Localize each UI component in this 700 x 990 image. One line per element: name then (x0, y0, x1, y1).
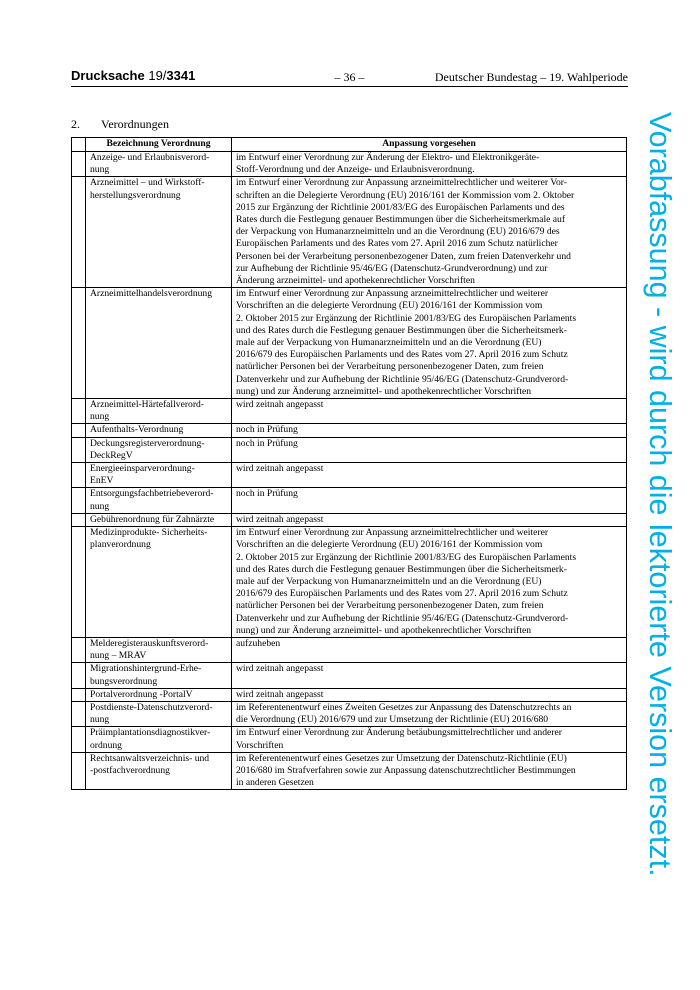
table-row (72, 513, 627, 526)
adjustment-text: im Entwurf einer Verordnung zur Anpassung arzneimittelrechtlicher und weiterer Vorschriften an die delegierte Verordnung (EU) 2016/161 der Kommission vom 2. Oktober 2015 zur Ergänzung der Richtlinie 2001/83/EG des Europäischen Parlaments und des Rates durch die Festlegung genauer Bestimmungen über die Sicherheitsmerk- male auf der Verpackung von Humanarzneimitteln und an die Verordnung (EU) 2016/679 des Europäischen Parlaments und des Rates vom 27. April 2016 zum Schutz natürlicher Personen bei der Verarbeitung personenbezogener Daten, zum freien Datenverkehr und zur Aufhebung der Richtlinie 95/46/EG (Datenschutz-Grundverord- nung) und zur Änderung arzneimittel- und apothekenrechtlicher Vorschriften (232, 288, 627, 399)
row-empty-cell (72, 152, 86, 177)
row-empty-cell (72, 637, 86, 662)
table-row (72, 527, 627, 638)
table-row (72, 152, 627, 177)
table-row (72, 752, 627, 790)
table-row (72, 663, 627, 688)
table-row (72, 637, 627, 662)
row-empty-cell (72, 424, 86, 437)
regulation-name: Gebührenordnung für Zahnärzte (86, 513, 232, 526)
adjustment-text: wird zeitnah angepasst (232, 463, 627, 488)
watermark (638, 112, 682, 902)
adjustment-text: aufzuheben (232, 637, 627, 662)
row-empty-cell (72, 288, 86, 399)
regulation-name: Portalverordnung -PortalV (86, 688, 232, 701)
row-empty-cell (72, 399, 86, 424)
page-header (71, 70, 628, 87)
document-number-value: 3341 (166, 68, 196, 83)
table-row (72, 288, 627, 399)
row-empty-cell (72, 177, 86, 288)
regulation-name: Präimplantationsdiagnostikver- ordnung (86, 727, 232, 752)
adjustment-text: wird zeitnah angepasst (232, 663, 627, 688)
row-empty-cell (72, 727, 86, 752)
adjustment-text: noch in Prüfung (232, 424, 627, 437)
row-empty-cell (72, 752, 86, 790)
adjustment-text: noch in Prüfung (232, 488, 627, 513)
row-empty-cell (72, 463, 86, 488)
section-number: 2. (71, 117, 80, 131)
section-heading (71, 117, 169, 132)
regulations-table (71, 137, 627, 790)
regulation-name: Arzneimittelhandelsverordnung (86, 288, 232, 399)
adjustment-text: im Entwurf einer Verordnung zur Anpassung arzneimittelrechtlicher und weiterer Vorschriften an die delegierte Verordnung (EU) 2016/161 der Kommission vom 2. Oktober 2015 zur Ergänzung der Richtlinie 2001/83/EG des Europäischen Parlaments und des Rates durch die Festlegung genauer Bestimmungen über die Sicherheitsmerk- male auf der Verpackung von Humanarzneimitteln und an die Verordnung (EU) 2016/679 des Europäischen Parlaments und des Rates vom 27. April 2016 zum Schutz natürlicher Personen bei der Verarbeitung personenbezogener Daten, zum freien Datenverkehr und zur Aufhebung der Richtlinie 95/46/EG (Datenschutz-Grundverord- nung) und zur Änderung arzneimittel- und apothekenrechtlicher Vorschriften (232, 527, 627, 638)
regulation-name: Medizinprodukte- Sicherheits- planverordnung (86, 527, 232, 638)
table-row (72, 463, 627, 488)
regulation-name: Aufenthalts-Verordnung (86, 424, 232, 437)
row-empty-cell (72, 437, 86, 462)
table-header-row (72, 138, 627, 152)
table-row (72, 688, 627, 701)
row-empty-cell (72, 513, 86, 526)
row-empty-cell (72, 663, 86, 688)
adjustment-text: im Referentenentwurf eines Zweiten Gesetzes zur Anpassung des Datenschutzrechts an die Verordnung (EU) 2016/679 und zur Umsetzung der Richtlinie (EU) 2016/680 (232, 701, 627, 726)
adjustment-text: im Entwurf einer Verordnung zur Änderung betäubungsmittelrechtlicher und anderer Vorschriften (232, 727, 627, 752)
regulation-name: Melderegisterauskunftsverord- nung – MRAV (86, 637, 232, 662)
table-row (72, 727, 627, 752)
document-type: Drucksache (71, 68, 145, 83)
adjustment-text: noch in Prüfung (232, 437, 627, 462)
row-empty-cell (72, 527, 86, 638)
regulation-name: Arzneimittel-Härtefallverord- nung (86, 399, 232, 424)
header-regulation: Bezeichnung Verordnung (86, 138, 232, 152)
table-row (72, 701, 627, 726)
adjustment-text: im Entwurf einer Verordnung zur Anpassung arzneimittelrechtlicher und weiterer Vor- schriften an die Delegierte Verordnung (EU) 2016/161 der Kommission vom 2. Oktober 2015 zur Ergänzung der Richtlinie 2001/83/EG des Europäischen Parlaments und des Rates durch die Festlegung genauer Bestimmungen über die Sicherheitsmerkmale auf der Verpackung von Humanarzneimitteln und an die Verordnung (EU) 2016/679 des Europäischen Parlaments und des Rates vom 27. April 2016 zum Schutz natürlicher Personen bei der Verarbeitung personenbezogener Daten, zum freien Datenverkehr und zur Aufhebung der Richtlinie 95/46/EG (Datenschutz-Grundverordnung) und zur Änderung arzneimittel- und apothekenrechtlicher Vorschriften (232, 177, 627, 288)
regulation-name: Arzneimittel – und Wirkstoff- herstellungsverordnung (86, 177, 232, 288)
regulation-name: Deckungsregisterverordnung- DeckRegV (86, 437, 232, 462)
regulation-name: Rechtsanwaltsverzeichnis- und -postfachverordnung (86, 752, 232, 790)
row-empty-cell (72, 701, 86, 726)
row-empty-cell (72, 688, 86, 701)
table-row (72, 488, 627, 513)
row-empty-cell (72, 488, 86, 513)
header-adjustment: Anpassung vorgesehen (232, 138, 627, 152)
section-title: Verordnungen (101, 117, 169, 131)
table-body (72, 152, 627, 790)
table-row (72, 437, 627, 462)
table-row (72, 177, 627, 288)
table-row (72, 424, 627, 437)
adjustment-text: wird zeitnah angepasst (232, 399, 627, 424)
adjustment-text: im Referentenentwurf eines Gesetzes zur Umsetzung der Datenschutz-Richtlinie (EU) 2016/680 im Strafverfahren sowie zur Anpassung datenschutzrechtlicher Bestimmungen in anderen Gesetzen (232, 752, 627, 790)
page-number: – 36 – (334, 70, 365, 84)
adjustment-text: wird zeitnah angepasst (232, 513, 627, 526)
header-cell-empty (72, 138, 86, 152)
watermark-text: Vorabfassung - wird durch die lektorierte Version ersetzt. (643, 112, 677, 877)
adjustment-text: wird zeitnah angepasst (232, 688, 627, 701)
document-number-period: 19/ (148, 68, 167, 83)
adjustment-text: im Entwurf einer Verordnung zur Änderung der Elektro- und Elektronikgeräte- Stoff-Verordnung und der Anzeige- und Erlaubnisverordnung. (232, 152, 627, 177)
parliament-period: Deutscher Bundestag – 19. Wahlperiode (434, 70, 628, 84)
regulation-name: Entsorgungsfachbetriebeverord- nung (86, 488, 232, 513)
regulation-name: Migrationshintergrund-Erhe- bungsverordnung (86, 663, 232, 688)
table-row (72, 399, 627, 424)
regulation-name: Anzeige- und Erlaubnisverord- nung (86, 152, 232, 177)
regulation-name: Energieeinsparverordnung- EnEV (86, 463, 232, 488)
regulation-name: Postdienste-Datenschutzverord- nung (86, 701, 232, 726)
